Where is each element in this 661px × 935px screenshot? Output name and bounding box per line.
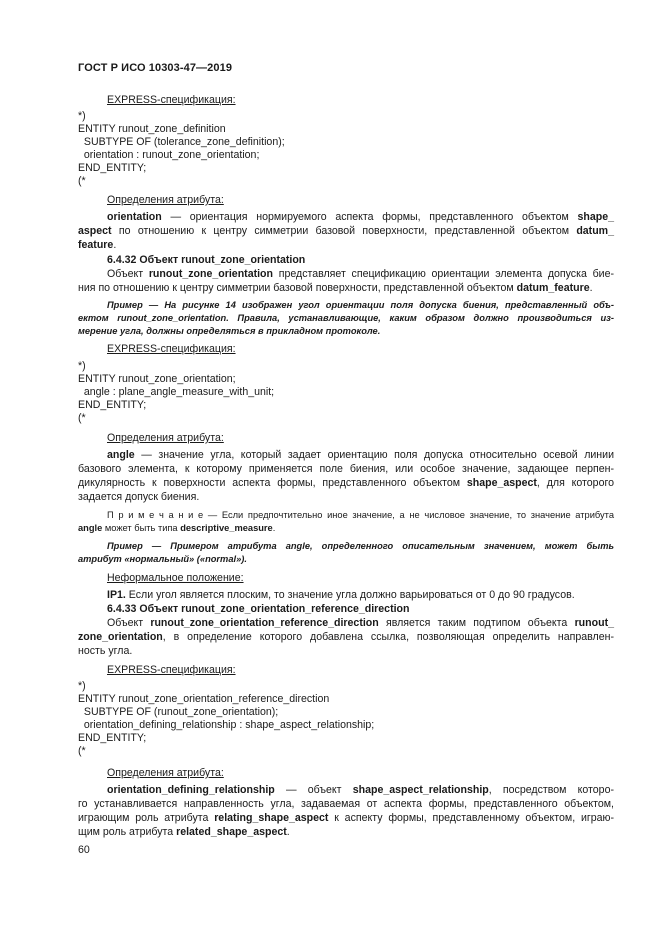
paragraph-line: Объект runout_zone_orientation представляет спецификацию ориентации элемента допуска бие- <box>107 268 614 280</box>
code-line: (* <box>78 175 86 187</box>
paragraph-line: задается допуск биения. <box>78 491 200 503</box>
paragraph-line: Объект runout_zone_orientation_reference_direction является таким подтипом объекта runout_ <box>107 617 614 629</box>
paragraph-line: zone_orientation, в определение которого добавлена ссылка, позволяющая определить направлен- <box>78 631 614 643</box>
paragraph-line: orientation_defining_relationship — объект shape_aspect_relationship, посредством которо- <box>107 784 614 796</box>
code-line: END_ENTITY; <box>78 162 147 174</box>
code-line: *) <box>78 680 86 692</box>
paragraph-line: orientation — ориентация нормируемого аспекта формы, представленного объектом shape_ <box>107 211 614 223</box>
code-line: END_ENTITY; <box>78 732 147 744</box>
section-heading: 6.4.33 Объект runout_zone_orientation_reference_direction <box>107 603 410 615</box>
example-line: Пример — На рисунке 14 изображен угол ориентации поля допуска биения, представленный объ- <box>107 300 614 310</box>
paragraph-line: играющим роль атрибута relating_shape_aspect к аспекту формы, представленному объектом, играю- <box>78 812 614 824</box>
note-line: angle может быть типа descriptive_measure. <box>78 523 276 533</box>
page-number: 60 <box>78 844 90 856</box>
paragraph-line: ния по отношению к центру симметрии базовой поверхности, представленной объектом datum_feature. <box>78 282 593 294</box>
code-line: ENTITY runout_zone_orientation; <box>78 373 236 385</box>
code-line: orientation : runout_zone_orientation; <box>78 149 260 161</box>
express-spec-label: EXPRESS-спецификация: <box>107 94 236 106</box>
attribute-definitions-label: Определения атрибута: <box>107 432 224 444</box>
express-spec-label: EXPRESS-спецификация: <box>107 343 236 355</box>
code-line: angle : plane_angle_measure_with_unit; <box>78 386 275 398</box>
example-line: ектом runout_zone_orientation. Правила, устанавливающие, каким образом должно производиться из- <box>78 313 614 323</box>
paragraph-line: базового элемента, к которому применяется поле биения, или особое значение, задающее перпен- <box>78 463 614 475</box>
example-line: Пример — Примером атрибута angle, определенного описательным значением, может быть <box>107 541 614 551</box>
express-spec-label: EXPRESS-спецификация: <box>107 664 236 676</box>
code-line: *) <box>78 110 86 122</box>
code-line: ENTITY runout_zone_definition <box>78 123 226 135</box>
code-line: ENTITY runout_zone_orientation_reference_direction <box>78 693 330 705</box>
paragraph-line: щим роль атрибута related_shape_aspect. <box>78 826 290 838</box>
section-heading: 6.4.32 Объект runout_zone_orientation <box>107 254 306 266</box>
paragraph-line: aspect по отношению к центру симметрии базовой поверхности, представленной объектом datum_ <box>78 225 614 237</box>
code-line: (* <box>78 412 86 424</box>
paragraph-line: го устанавливается направленность угла, задаваемая от аспекта формы, представленного объектом, <box>78 798 614 810</box>
code-line: END_ENTITY; <box>78 399 147 411</box>
code-line: (* <box>78 745 86 757</box>
code-line: SUBTYPE OF (runout_zone_orientation); <box>78 706 279 718</box>
paragraph-line: angle — значение угла, который задает ориентацию поля допуска относительно осевой линии <box>107 449 614 461</box>
paragraph-line: ность угла. <box>78 645 133 657</box>
paragraph-line: feature. <box>78 239 117 251</box>
paragraph-line: дикулярность к поверхности аспекта формы, представленного объектом shape_aspect, для которого <box>78 477 614 489</box>
informal-proposition-label: Неформальное положение: <box>107 572 244 584</box>
example-line: атрибут «нормальный» («normal»). <box>78 554 247 564</box>
example-line: мерение угла, должны определяться в прикладном протоколе. <box>78 326 381 336</box>
document-header: ГОСТ Р ИСО 10303-47—2019 <box>78 62 233 74</box>
attribute-definitions-label: Определения атрибута: <box>107 194 224 206</box>
code-line: *) <box>78 360 86 372</box>
code-line: SUBTYPE OF (tolerance_zone_definition); <box>78 136 285 148</box>
attribute-definitions-label: Определения атрибута: <box>107 767 224 779</box>
code-line: orientation_defining_relationship : shape_aspect_relationship; <box>78 719 375 731</box>
paragraph-line: IP1. Если угол является плоским, то значение угла должно варьироваться от 0 до 90 градусов. <box>107 589 575 601</box>
note-line: П р и м е ч а н и е — Если предпочтительно иное значение, а не числовое значение, то значение атрибута <box>107 510 614 520</box>
